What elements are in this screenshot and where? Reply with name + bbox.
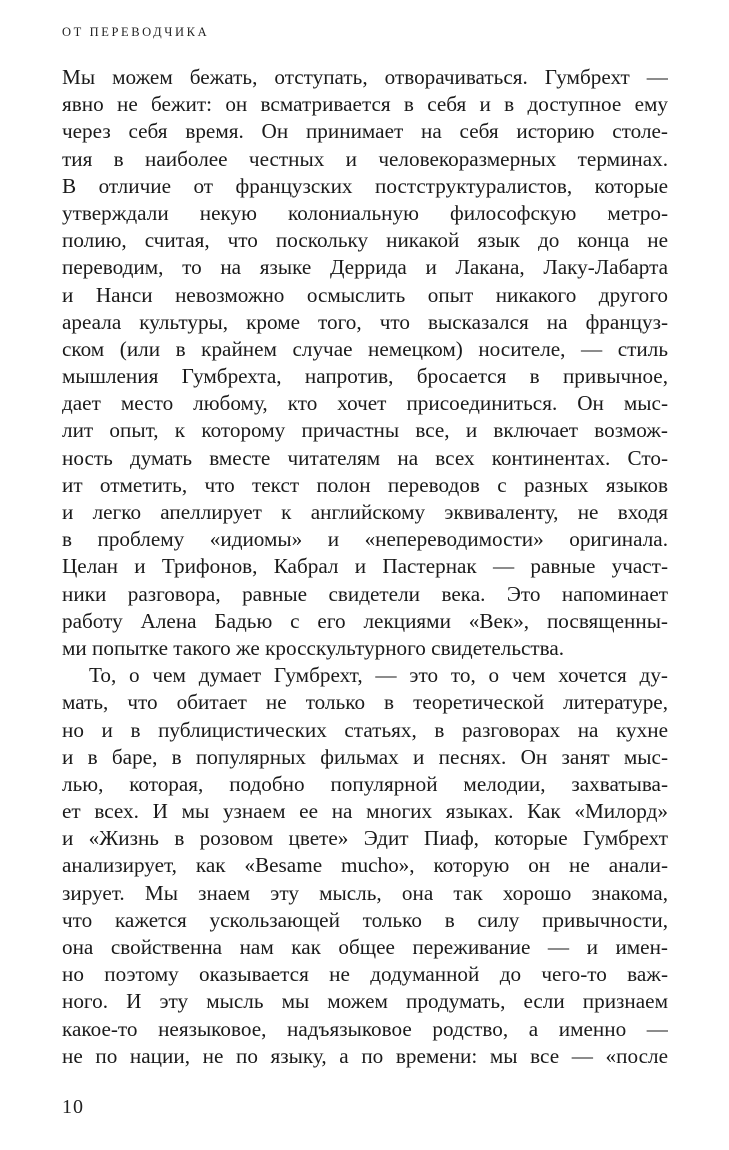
text-line: ареала культуры, кроме того, что высказался на француз- — [62, 309, 668, 334]
text-line: Целан и Трифонов, Кабрал и Пастернак — равные участ- — [62, 554, 668, 579]
text-line: ного. И эту мысль мы можем продумать, если признаем — [62, 989, 668, 1014]
text-line: ники разговора, равные свидетели века. Это напоминает — [62, 581, 668, 606]
text-line: тия в наиболее честных и человекоразмерных терминах. — [62, 146, 668, 171]
text-line: и Нанси невозможно осмыслить опыт никакого другого — [62, 282, 668, 307]
text-line: и легко апеллирует к английскому эквиваленту, не входя — [62, 500, 668, 524]
text-line: работу Алена Бадью с его лекциями «Век», посвященны- — [62, 608, 668, 633]
text-line: утверждали некую колониальную философскую метро- — [62, 200, 668, 225]
text-line: полию, считая, что поскольку никакой язык до конца не — [62, 228, 668, 253]
text-line: В отличие от французских постструктуралистов, которые — [62, 173, 668, 198]
text-line: ит отметить, что текст полон переводов с разных языков — [62, 472, 668, 497]
text-line: и «Жизнь в розовом цвете» Эдит Пиаф, которые Гумбрехт — [62, 826, 668, 851]
text-line: То, о чем думает Гумбрехт, — это то, о чем хочется ду- — [89, 663, 668, 688]
text-line: что кажется ускользающей только в силу привычности, — [62, 907, 668, 932]
text-line: но поэтому оказывается не додуманной до чего-то важ- — [62, 962, 668, 987]
text-line: в проблему «идиомы» и «непереводимости» оригинала. — [62, 527, 668, 552]
paragraph — [62, 64, 668, 662]
paragraph — [62, 662, 668, 1070]
text-line: дает место любому, кто хочет присоединиться. Он мыс- — [62, 391, 668, 416]
text-line: ет всех. И мы узнаем ее на многих языках. Как «Милорд» — [62, 799, 668, 824]
text-line: лью, которая, подобно популярной мелодии, захватыва- — [62, 771, 668, 796]
text-line: мышления Гумбрехта, напротив, бросается в привычное, — [62, 364, 668, 389]
text-line: но и в публицистических статьях, в разговорах на кухне — [62, 717, 668, 742]
running-head: ОТ ПЕРЕВОДЧИКА — [62, 25, 210, 39]
text-line: и в баре, в популярных фильмах и песнях. Он занят мыс- — [62, 744, 668, 769]
text-line: анализирует, как «Besame mucho», которую он не анали- — [62, 853, 668, 878]
text-line: ми попытке такого же кросскультурного свидетельства. — [62, 635, 565, 660]
text-line: она свойственна нам как общее переживание — и имен- — [62, 935, 668, 959]
page-number: 10 — [62, 1096, 84, 1118]
text-line: переводим, то на языке Деррида и Лакана, Лаку-Лабарта — [62, 255, 668, 280]
text-line: зирует. Мы знаем эту мысль, она так хорошо знакома, — [62, 880, 668, 905]
text-line: не по нации, не по языку, а по времени: мы все — «после — [62, 1043, 668, 1068]
text-line: Мы можем бежать, отступать, отворачиваться. Гумбрехт — — [62, 65, 668, 89]
text-line: ность думать вместе читателям на всех континентах. Сто- — [62, 445, 668, 470]
text-line: явно не бежит: он всматривается в себя и в доступное ему — [62, 92, 668, 117]
text-line: лит опыт, к которому причастны все, и включает возмож- — [62, 418, 668, 443]
text-line: мать, что обитает не только в теоретической литературе, — [62, 690, 668, 715]
text-line: ском (или в крайнем случае немецком) носителе, — стиль — [62, 336, 668, 361]
body-text — [62, 64, 668, 1070]
text-line: через себя время. Он принимает на себя историю столе- — [62, 119, 668, 144]
text-line: какое-то неязыковое, надъязыковое родство, а именно — — [62, 1016, 668, 1041]
